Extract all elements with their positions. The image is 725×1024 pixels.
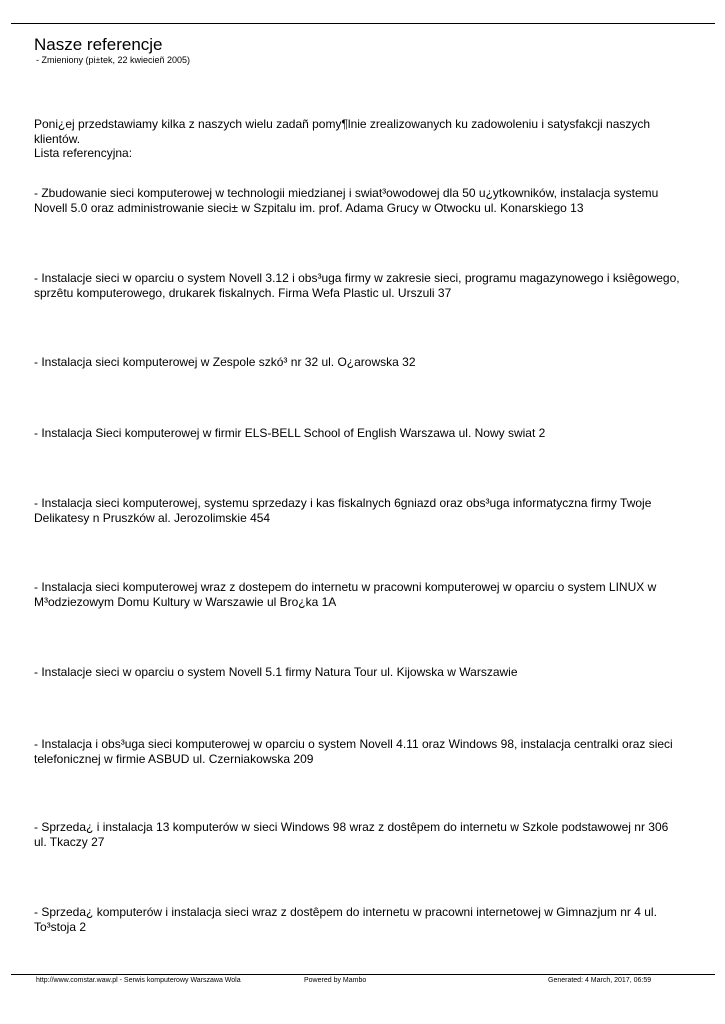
reference-item: - Zbudowanie sieci komputerowej w technologii miedzianej i swiat³owodowej dla 50 u¿ytkowników, instalacja systemu Novell 5.0 oraz administrowanie sieci± w Szpitalu im. prof. Adama Grucy w Otwocku ul. Konarskiego 13: [34, 186, 659, 215]
page-subtitle: - Zmieniony (pi±tek, 22 kwiecieñ 2005): [36, 55, 191, 65]
intro-list-heading: Lista referencyjna:: [34, 146, 133, 160]
reference-item: - Instalacja sieci komputerowej, systemu sprzedazy i kas fiskalnych 6gniazd oraz obs³uga informatyczna firmy Twoje Delikatesy n Pruszków al. Jerozolimskie 454: [34, 496, 652, 525]
reference-item: - Instalacja sieci komputerowej w Zespole szkó³ nr 32 ul. O¿arowska 32: [34, 355, 416, 369]
reference-item: - Instalacje sieci w oparciu o system Novell 3.12 i obs³uga firmy w zakresie sieci, programu magazynowego i ksiêgowego, sprzêtu komputerowego, drukarek fiskalnych. Firma Wefa Plastic ul. Urszuli 37: [34, 271, 680, 300]
footer-generated: Generated: 4 March, 2017, 06:59: [548, 977, 652, 984]
page-title: Nasze referencje: [34, 35, 163, 54]
reference-item: - Sprzeda¿ komputerów i instalacja sieci wraz z dostêpem do internetu w pracowni internetowej w Gimnazjum nr 4 ul. To³stoja 2: [34, 905, 657, 934]
intro-block: [34, 117, 684, 161]
reference-item: - Instalacja i obs³uga sieci komputerowej w oparciu o system Novell 4.11 oraz Windows 98, instalacja centralki oraz sieci telefonicznej w firmie ASBUD ul. Czerniakowska 209: [34, 737, 673, 766]
intro-text: Poni¿ej przedstawiamy kilka z naszych wielu zadañ pomy¶lnie zrealizowanych ku zadowoleniu i satysfakcji naszych klientów.: [34, 117, 651, 146]
footer-site-url: http://www.comstar.waw.pl - Serwis komputerowy Warszawa Wola: [36, 977, 241, 984]
reference-item: - Instalacje sieci w oparciu o system Novell 5.1 firmy Natura Tour ul. Kijowska w Warszawie: [34, 665, 518, 679]
reference-item: - Instalacja sieci komputerowej wraz z dostepem do internetu w pracowni komputerowej w oparciu o system LINUX w M³odziezowym Domu Kultury w Warszawie ul Bro¿ka 1A: [34, 580, 657, 609]
footer-rule: [11, 974, 715, 975]
header-rule: [11, 23, 715, 24]
reference-item: - Sprzeda¿ i instalacja 13 komputerów w sieci Windows 98 wraz z dostêpem do internetu w Szkole podstawowej nr 306 ul. Tkaczy 27: [34, 820, 669, 849]
reference-item: - Instalacja Sieci komputerowej w firmir ELS-BELL School of English Warszawa ul. Nowy swiat 2: [34, 426, 546, 440]
footer-powered-by: Powered by Mambo: [304, 977, 367, 984]
